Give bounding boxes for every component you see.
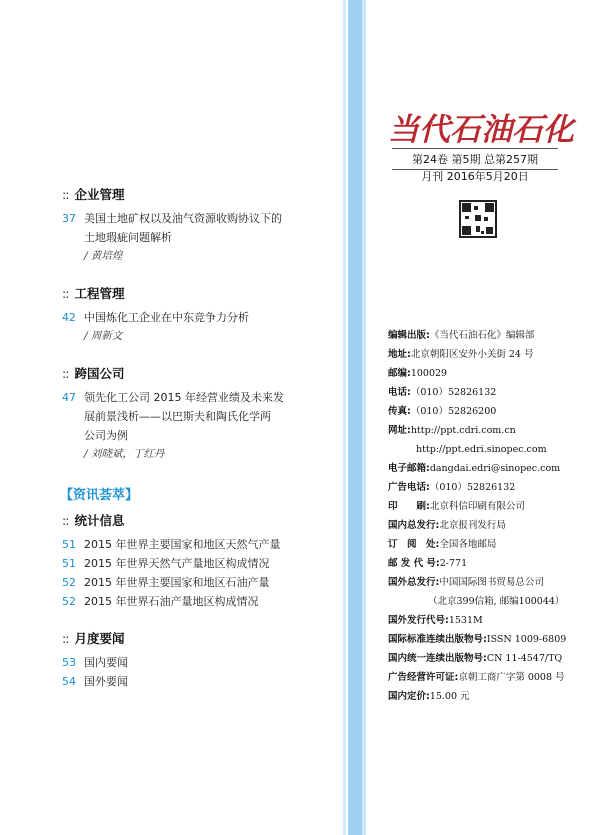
colophon-row: （北京399信箱, 邮编100044） xyxy=(428,596,565,607)
decor-stripe xyxy=(343,0,346,835)
colophon-row xyxy=(388,440,598,459)
colophon-row: 国内总发行:北京报刊发行局 xyxy=(388,520,506,531)
website-link[interactable]: http://ppt.edri.sinopec.com xyxy=(416,444,547,455)
colophon-row: 国际标准连续出版物号:ISSN 1009-6809 xyxy=(388,634,567,645)
colophon-row: 国内统一连续出版物号:CN 11-4547/TQ xyxy=(388,653,563,664)
colophon-row: 传真:（010）52826200 xyxy=(388,406,497,417)
toc-entry[interactable]: 52 2015 年世界石油产量地区构成情况 xyxy=(62,595,259,608)
section-heading: :: 企业管理 xyxy=(62,187,125,202)
colophon-row: 订 阅 处:全国各地邮局 xyxy=(388,539,497,550)
toc-entry[interactable]: 51 2015 年世界天然气产量地区构成情况 xyxy=(62,557,270,570)
decor-stripe xyxy=(348,0,362,835)
news-banner: 【资讯荟萃】 xyxy=(60,488,139,503)
toc-entry[interactable]: 42 中国炼化工企业在中东竞争力分析 xyxy=(62,311,249,324)
colophon-row: 电子邮箱:dangdai.edri@sinopec.com xyxy=(388,463,561,474)
author: / 黄培煌 xyxy=(84,250,123,262)
issue-number: 第24卷 第5期 总第257期 xyxy=(392,148,558,170)
toc-entry[interactable]: 37 美国土地矿权以及油气资源收购协议下的 土地瑕疵问题解析 xyxy=(62,212,282,244)
decor-stripe xyxy=(362,0,366,835)
toc-entry[interactable]: 51 2015 年世界主要国家和地区天然气产量 xyxy=(62,538,281,551)
section-heading: :: 跨国公司 xyxy=(62,366,125,381)
magazine-logo: 当代石油石化 xyxy=(388,112,574,148)
colophon-row: 国内定价:15.00 元 xyxy=(388,691,470,702)
colophon-row: 编辑出版:《当代石油石化》编辑部 xyxy=(388,330,535,341)
colophon-row: 地址:北京朝阳区安外小关街 24 号 xyxy=(388,349,534,360)
colophon-row: 国外总发行:中国国际图书贸易总公司 xyxy=(388,577,544,588)
colophon-row: 广告经营许可证:京朝工商广字第 0008 号 xyxy=(388,672,565,683)
toc-entry[interactable]: 47 领先化工公司 2015 年经营业绩及未来发 展前景浅析——以巴斯夫和陶氏化学两 公司为例 xyxy=(62,391,284,442)
colophon-row: 网址:http://ppt.cdri.com.cn xyxy=(388,425,516,436)
colophon-row: 印 刷:北京科信印刷有限公司 xyxy=(388,501,525,512)
publish-date: 月刊 2016年5月20日 xyxy=(421,170,529,183)
section-heading: :: 月度要闻 xyxy=(62,631,125,646)
colophon-row: 国外发行代号:1531M xyxy=(388,615,483,626)
author: / 周新文 xyxy=(84,330,123,342)
colophon-row: 电话:（010）52826132 xyxy=(388,387,497,398)
colophon-row: 邮 发 代 号:2-771 xyxy=(388,558,468,569)
toc-entry[interactable]: 52 2015 年世界主要国家和地区石油产量 xyxy=(62,576,270,589)
toc-entry[interactable]: 54 国外要闻 xyxy=(62,675,128,688)
colophon-row: 广告电话:（010）52826132 xyxy=(388,482,516,493)
table-of-contents xyxy=(62,185,332,691)
section-heading: :: 统计信息 xyxy=(62,513,125,528)
qr-code-icon[interactable] xyxy=(459,200,497,238)
email-link[interactable]: dangdai.edri@sinopec.com xyxy=(429,463,561,474)
author: / 刘晓斌，丁红丹 xyxy=(84,448,165,460)
section-heading: :: 工程管理 xyxy=(62,286,125,301)
colophon-row: 邮编:100029 xyxy=(388,368,448,379)
toc-entry[interactable]: 53 国内要闻 xyxy=(62,656,128,669)
colophon xyxy=(388,326,598,706)
